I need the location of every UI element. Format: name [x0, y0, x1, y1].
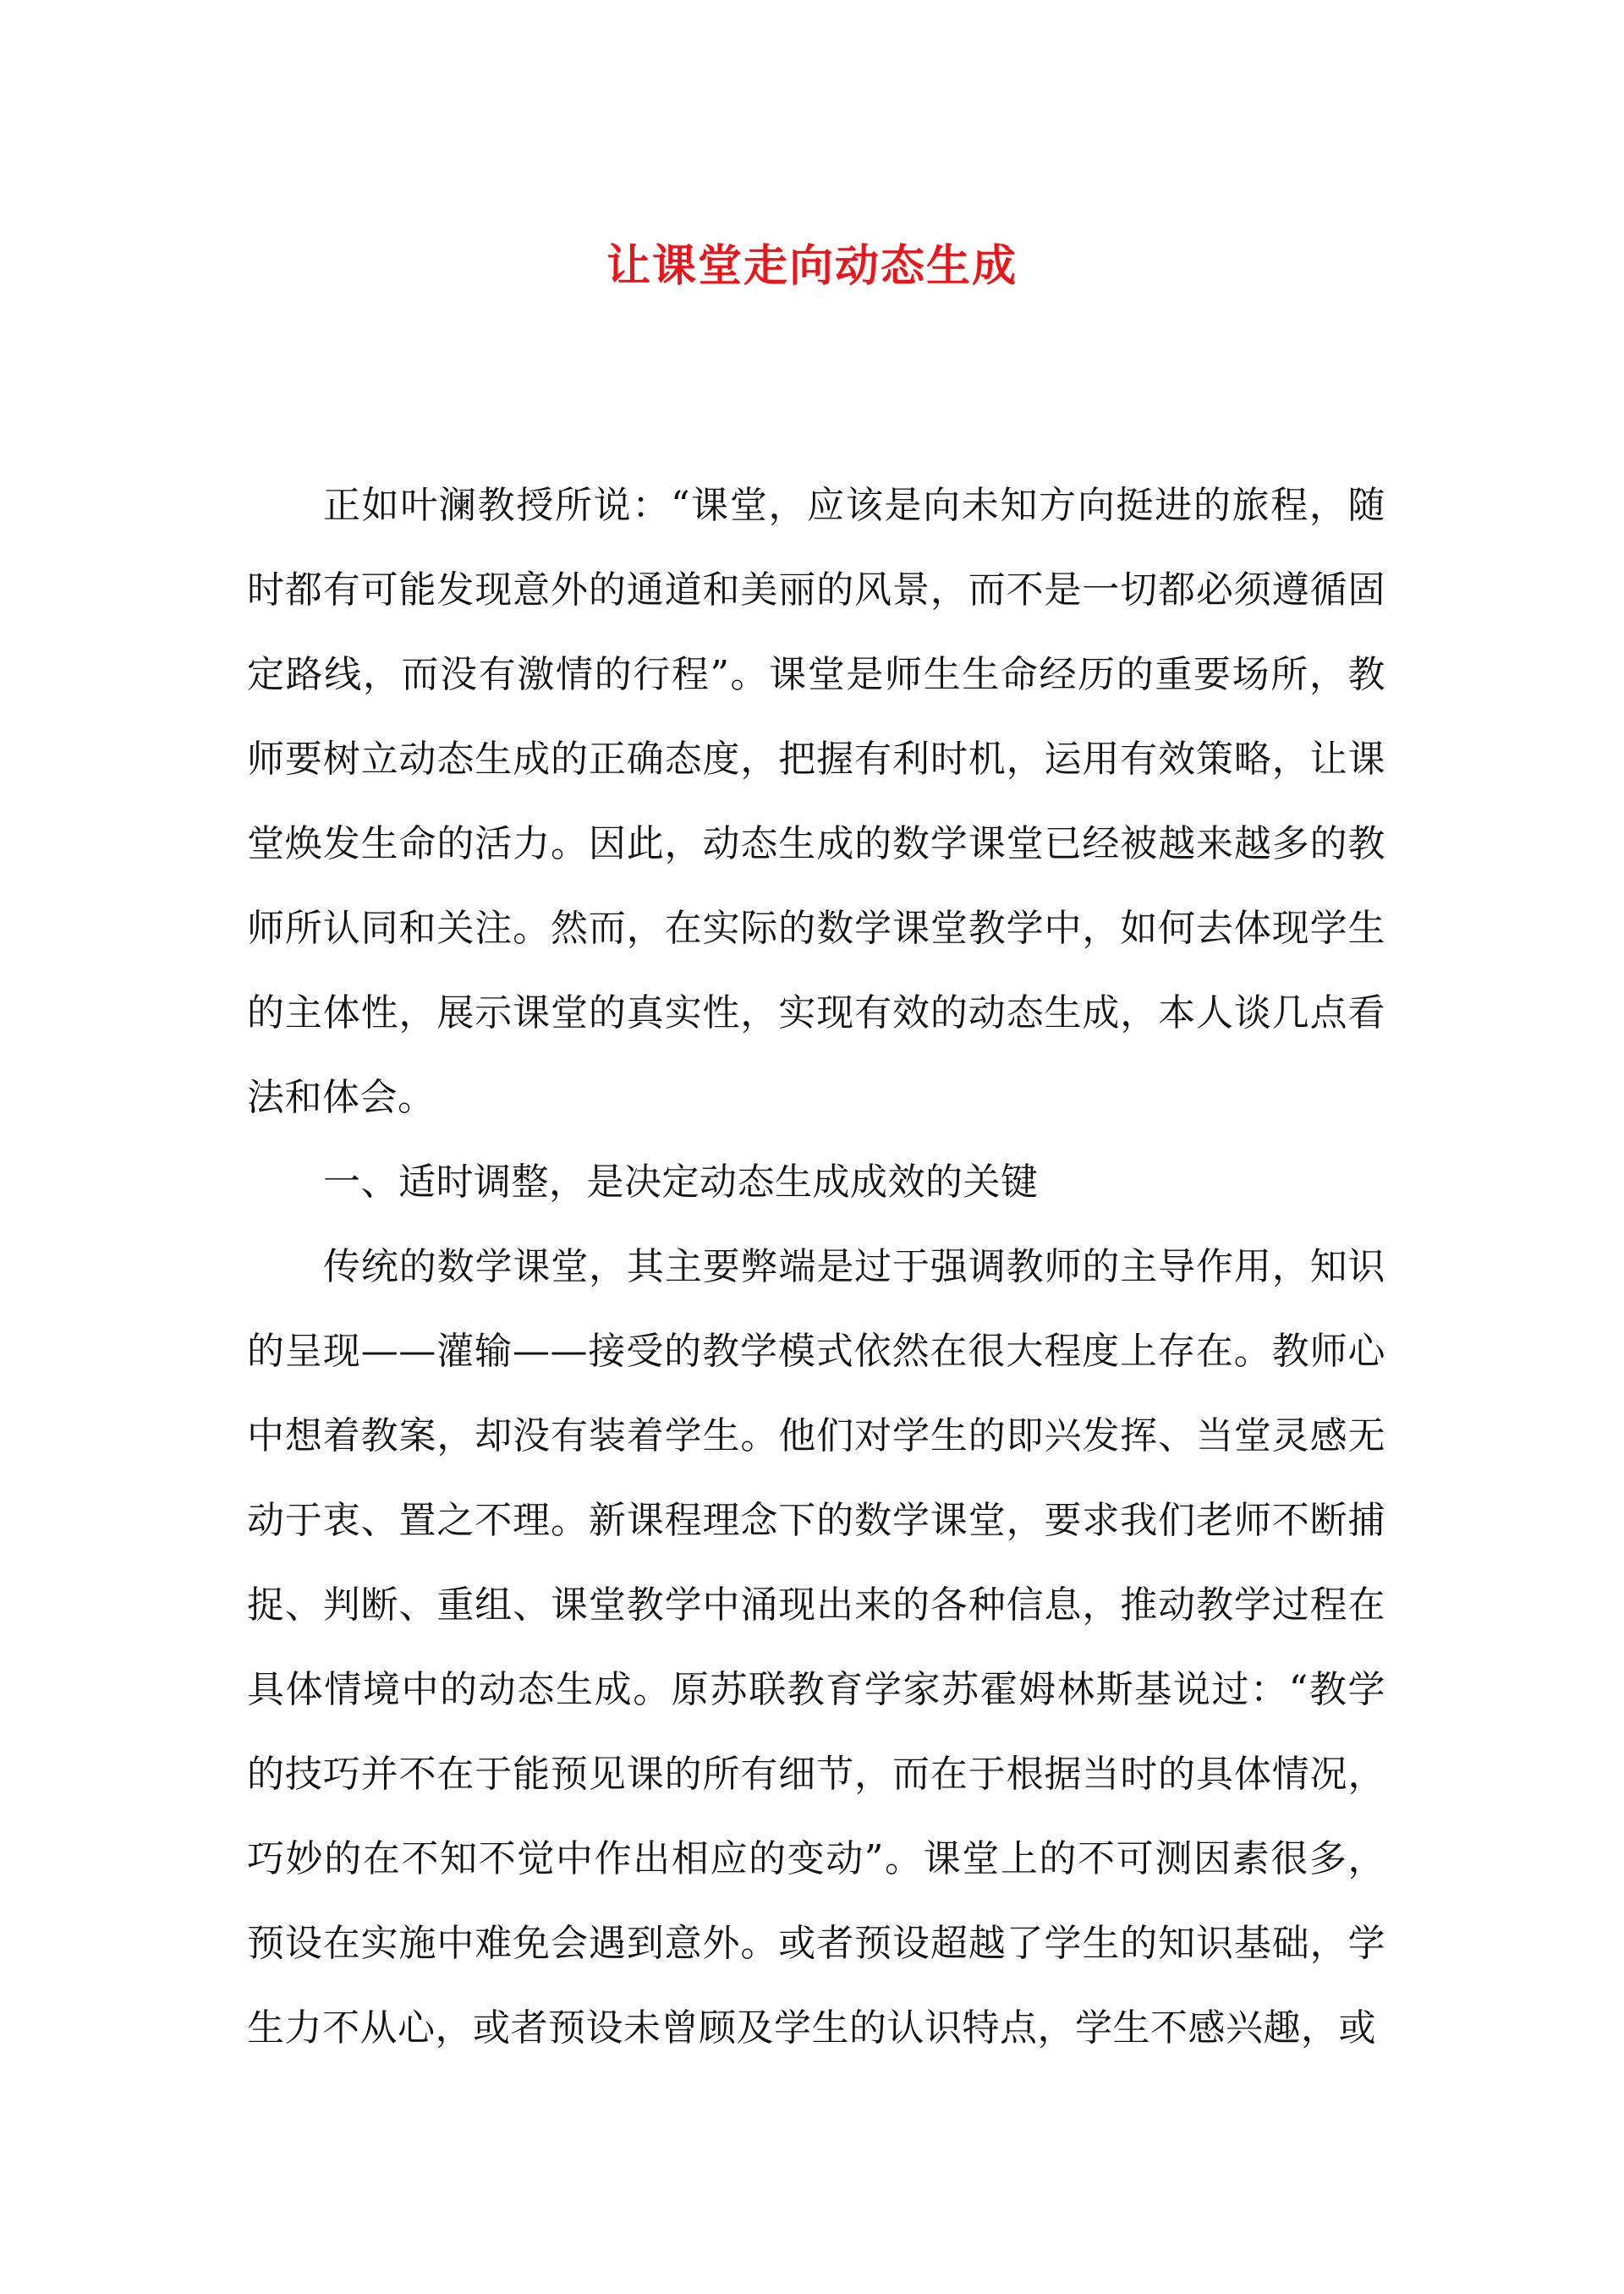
body-text — [247, 464, 1385, 2071]
page-title: 让课堂走向动态生成 — [606, 239, 1018, 292]
paragraph-section-1: 传统的数学课堂，其主要弊端是过于强调教师的主导作用，知识的呈现——灌输——接受的教学模式依然在很大程度上存在。教师心中想着教案，却没有装着学生。他们对学生的即兴发挥、当堂灵感无动于衷、置之不理。新课程理念下的数学课堂，要求我们老师不断捕捉、判断、重组、课堂教学中涌现出来的各种信息，推动教学过程在具体情境中的动态生成。原苏联教育学家苏霍姆林斯基说过：“教学的技巧并不在于能预见课的所有细节，而在于根据当时的具体情况，巧妙的在不知不觉中作出相应的变动”。课堂上的不可测因素很多，预设在实施中难免会遇到意外。或者预设超越了学生的知识基础，学生力不从心，或者预设未曾顾及学生的认识特点，学生不感兴趣，或 — [247, 1245, 1385, 2050]
paragraph-intro: 正如叶澜教授所说：“课堂，应该是向未知方向挺进的旅程，随时都有可能发现意外的通道和美丽的风景，而不是一切都必须遵循固定路线，而没有激情的行程”。课堂是师生生命经历的重要场所，教师要树立动态生成的正确态度，把握有利时机，运用有效策略，让课堂焕发生命的活力。因此，动态生成的数学课堂已经被越来越多的教师所认同和关注。然而，在实际的数学课堂教学中，如何去体现学生的主体性，展示课堂的真实性，实现有效的动态生成，本人谈几点看法和体会。 — [247, 484, 1385, 1119]
section-heading-1: 一、适时调整，是决定动态生成成效的关键 — [323, 1161, 1039, 1204]
